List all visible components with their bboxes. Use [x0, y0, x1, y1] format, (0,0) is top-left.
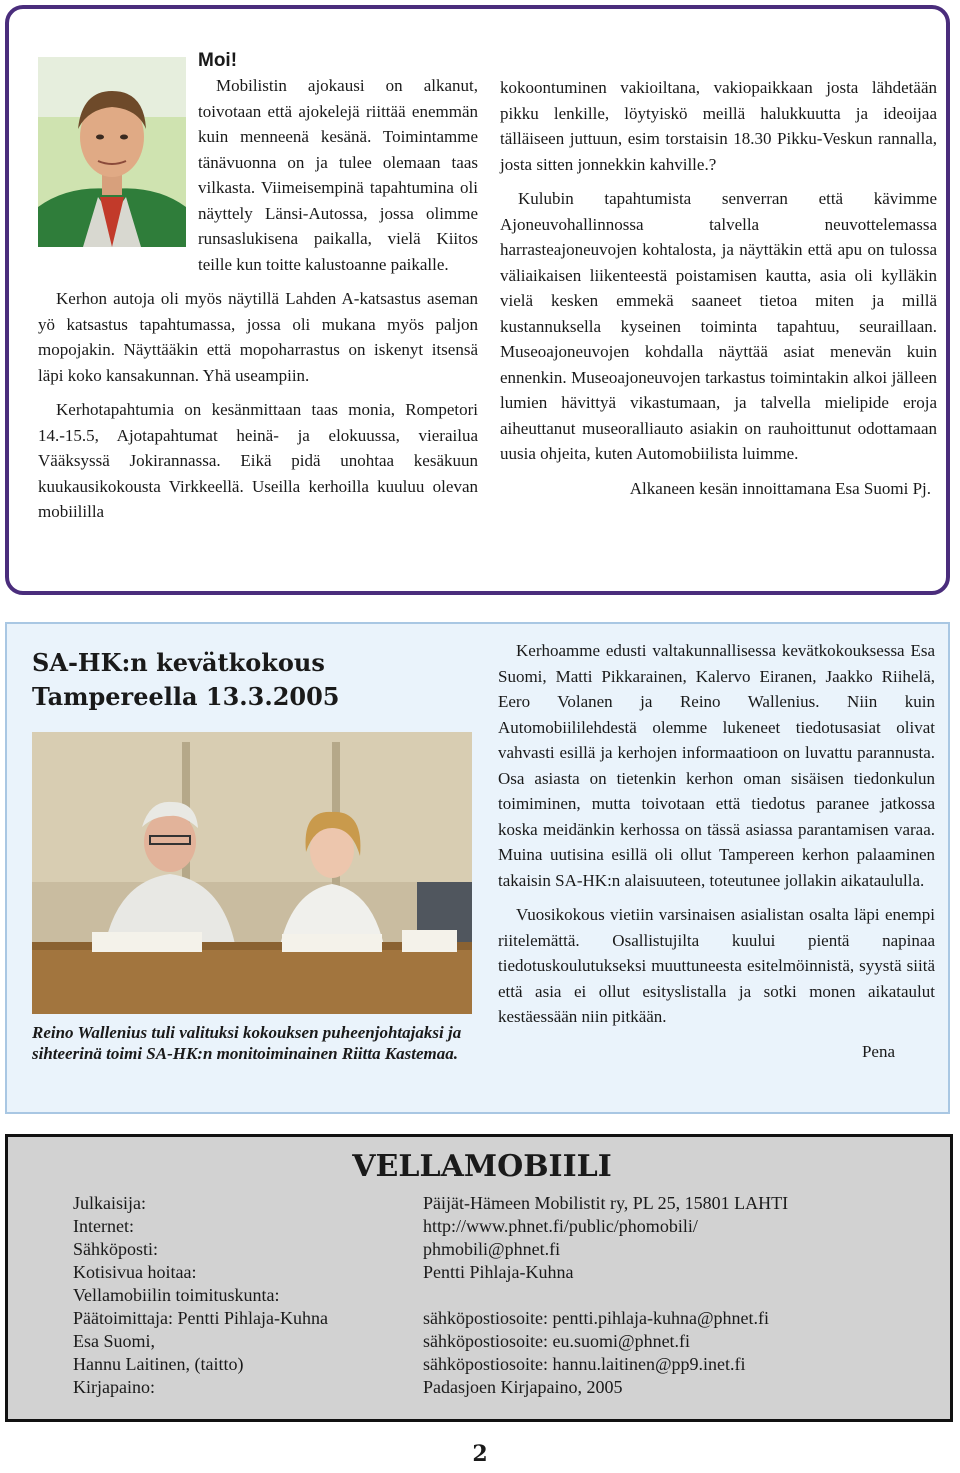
- email-link[interactable]: phmobili@phnet.fi: [423, 1239, 561, 1259]
- info-label: Kotisivua hoitaa:: [73, 1262, 197, 1282]
- info-label: Julkaisija:: [73, 1193, 146, 1213]
- author-portrait: [38, 57, 186, 247]
- info-value: Pentti Pihlaja-Kuhna: [423, 1262, 574, 1282]
- info-label: Hannu Laitinen, (taitto): [73, 1354, 244, 1374]
- meeting-headline-line2: Tampereella 13.3.2005: [32, 682, 340, 711]
- meeting-photo-illustration: [32, 732, 472, 1014]
- editorial-paragraph-5: Kulubin tapahtumista senverran että kävimme Ajoneuvohallinnossa talvella neuvottelemassa harrasteajoneuvojen kohtalosta, ja näyttäkin että apu on tulossa väliaikaisen liikenteestä poistamisen kautta, asia oli kylläkin vielä kesken emmekä saaneet tietoa miten ja millä kustannuksella kyseinen toiminta tapahtuu, seuraillaan. Museoajoneuvojen kohdalla näyttää asiat menevän kuin ennenkin. Museoajoneuvojen tarkastus toimintakin alkoi jälleen lumien hävittyä vikastumaan, ja talvella mielipide eroja aiheuttanut museoralliauto asiakin on rauhoittunut odottamaan uusia ohjeita, kuten Automobiilista luimme.: [500, 189, 937, 463]
- publication-info-box: [5, 1134, 953, 1422]
- editorial-paragraph-2: Kerhon autoja oli myös näytillä Lahden A-katsastus aseman yö katsastus tapahtumassa, jossa oli mukana myös paljon mopojakin. Näyttääkin että mopoharrastus on iskenyt itsensä läpi koko kansakunnan. Yhä useampiin.: [38, 289, 478, 385]
- meeting-paragraph-1: Kerhoamme edusti valtakunnallisessa kevätkokouksessa Esa Suomi, Matti Pikkarainen, Kalervo Eiranen, Jaakko Riihelä, Eero Volanen ja Reino Wallenius. Niin kuin Automobiililehdestä olemme lukeneet tiedotusasiat olivat vahvasti esillä ja kerhojen informaatioon on luvattu parannusta. Osa asiasta on tietenkin kerhon oman sisäisen tiedonkulun toimiminen, mutta toivotaan että tiedotus paranee jatkossa koska meidänkin kerhossa on tässä asiassa parantamisen varaa. Muina uutisina esillä oli ollut Tampereen kerhon palaaminen takaisin SA-HK:n alaisuuteen, toteutunee jollakin aikataululla.: [498, 641, 935, 890]
- meeting-paragraph-2: Vuosikokous vietiin varsinaisen asialistan osalta läpi enempi riitelemättä. Osallistujilta kuului pientä napinaa tiedotuskoulutukseksi muuttuneesta esitelmöinnistä, syystä siitä että asia ei ollut esityslistalla ja sotki monen aikataulut kestäessään niin pitkään.: [498, 905, 935, 1026]
- editorial-column-right: [500, 75, 937, 501]
- email-link[interactable]: sähköpostiosoite: pentti.pihlaja-kuhna@phnet.fi: [423, 1308, 770, 1328]
- meeting-headline-line1: SA-HK:n kevätkokous: [32, 648, 325, 677]
- info-label: Internet:: [73, 1216, 134, 1236]
- editorial-column-left: [38, 49, 478, 534]
- meeting-report-box: [5, 622, 950, 1114]
- editorial-paragraph-1: Mobilistin ajokausi on alkanut, toivotaan että ajokelejä riittää enemmän kuin menneenä kesänä. Toimintamme tänävuonna on ja tulee olemaan taas vilkasta. Viimeisempinä tapahtumina oli näyttely Länsi-Autossa, jossa olimme runsaslukisena paikalla, vielä Kiitos teille kun toitte kalustoanne paikalle.: [198, 76, 478, 274]
- photo-caption: Reino Wallenius tuli valituksi kokouksen puheenjohtajaksi ja sihteerinä toimi SA-HK:n monitoiminainen Riitta Kastemaa.: [32, 1023, 462, 1063]
- editorial-paragraph-3: Kerhotapahtumia on kesänmittaan taas monia, Rompetori 14.-15.5, Ajotapahtumat heinä- ja elokuussa, vierailua Vääksyssä Jokirannassa. Eikä pidä unohtaa kesäkuun kuukausikokousta Virkkeellä. Useilla kerhoilla kuuluu olevan mobiililla: [38, 400, 478, 521]
- info-label: Kirjapaino:: [73, 1377, 155, 1397]
- editorial-signature: Alkaneen kesän innoittamana Esa Suomi Pj.: [629, 478, 931, 498]
- editorial-box: [5, 5, 950, 595]
- meeting-report-text: [498, 638, 935, 1064]
- email-link[interactable]: sähköpostiosoite: eu.suomi@phnet.fi: [423, 1331, 691, 1351]
- portrait-illustration: [38, 57, 186, 247]
- info-value: Päijät-Hämeen Mobilistit ry, PL 25, 15801 LAHTI: [423, 1193, 789, 1213]
- info-label: Vellamobiilin toimituskunta:: [73, 1285, 280, 1305]
- info-label: Esa Suomi,: [73, 1331, 156, 1351]
- meeting-signature: Pena: [861, 1041, 895, 1061]
- email-link[interactable]: sähköpostiosoite: hannu.laitinen@pp9.inet.fi: [423, 1354, 746, 1374]
- editorial-greeting: Moi!: [198, 50, 238, 71]
- website-link[interactable]: http://www.phnet.fi/public/phomobili/: [423, 1216, 698, 1236]
- info-value: Padasjoen Kirjapaino, 2005: [423, 1377, 623, 1397]
- info-label: Päätoimittaja: Pentti Pihlaja-Kuhna: [73, 1308, 328, 1328]
- meeting-photo: [32, 732, 472, 1014]
- masthead-title: VELLAMOBIILI: [352, 1149, 612, 1184]
- page-number: 2: [472, 1441, 488, 1467]
- editorial-paragraph-4: kokoontuminen vakioiltana, vakiopaikkaan josta lähdetään pikku lenkille, löytyiskö meillä halukkuutta ja ideoijaa tälläiseen juttuun, esim torstaisin 18.30 Pikku-Veskun rannalla, josta sitten jonnekkin kahville.?: [500, 78, 937, 174]
- meeting-headline: [32, 646, 472, 714]
- info-label: Sähköposti:: [73, 1239, 159, 1259]
